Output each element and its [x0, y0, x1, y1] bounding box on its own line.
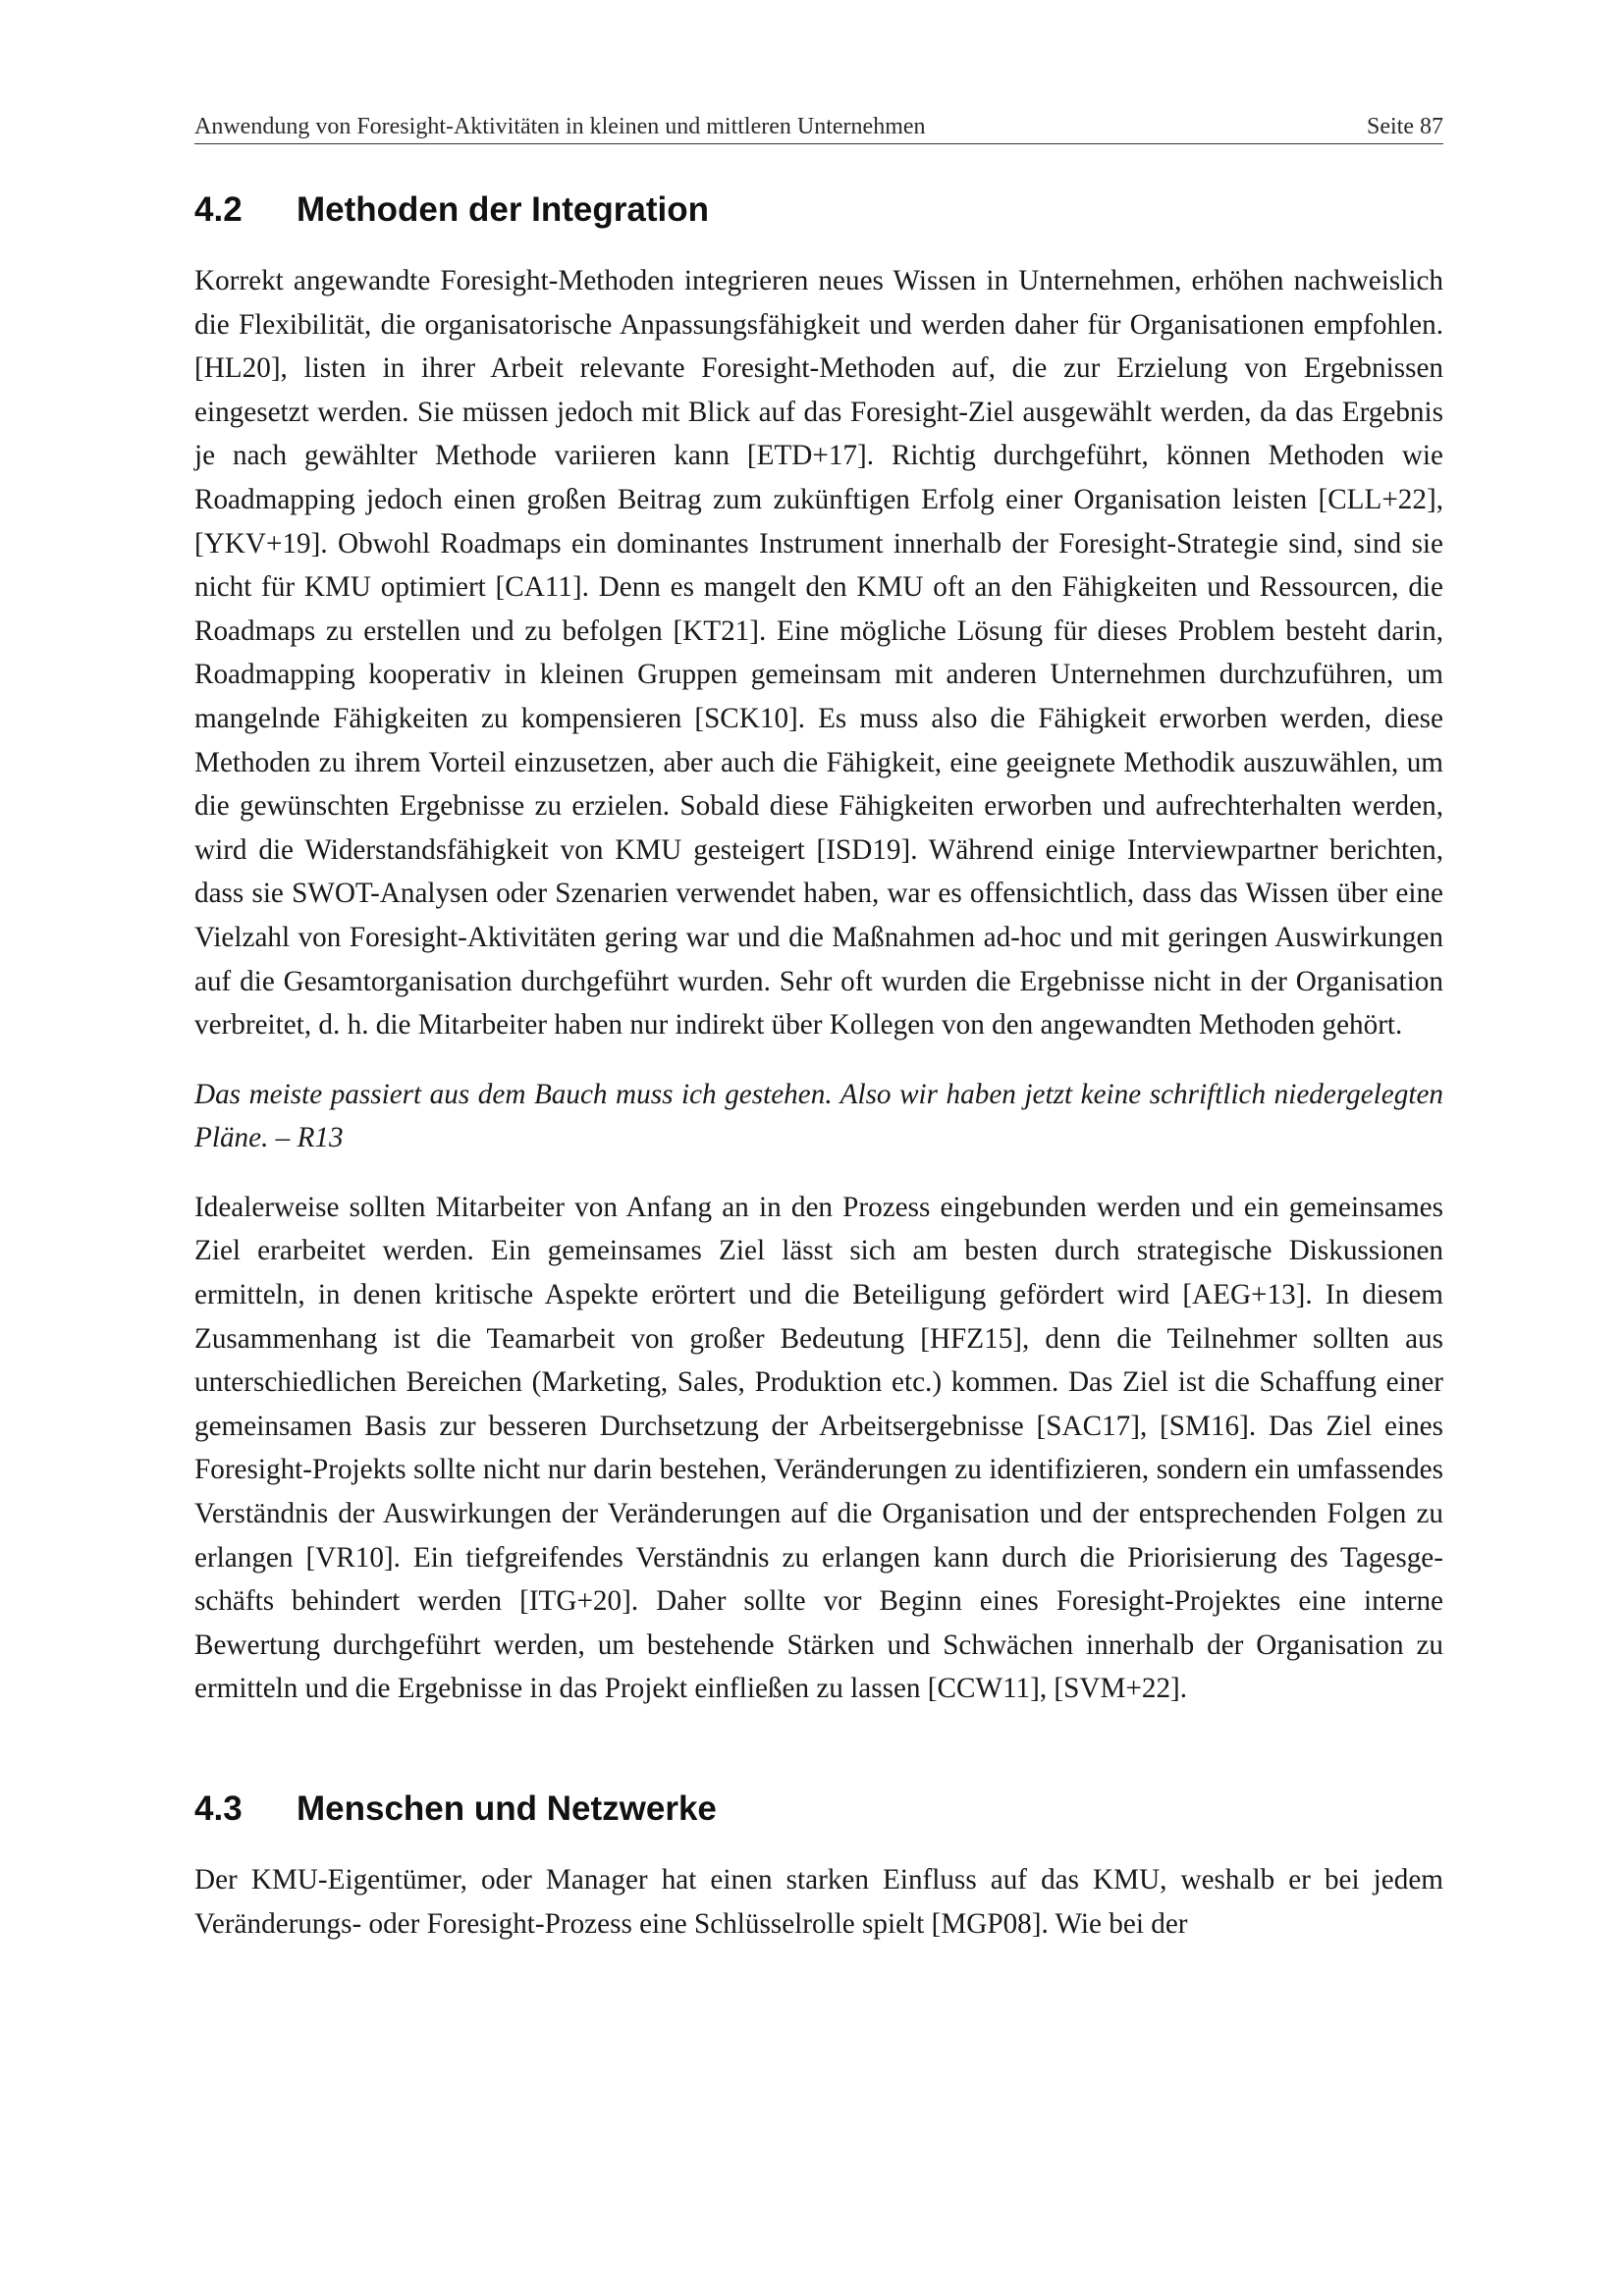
interview-quote: Das meiste passiert aus dem Bauch muss ich gestehen. Also wir haben jetzt keine schriftlich niedergelegten Pläne. – R13	[194, 1078, 1443, 1154]
section-title: Methoden der Integration	[297, 190, 709, 229]
running-title: Anwendung von Foresight-Aktivitäten in kleinen und mittleren Unternehmen	[194, 114, 926, 139]
body-paragraph: Idealerweise sollten Mitarbeiter von Anfang an in den Prozess eingebunden werden und ein gemeinsames Ziel erarbeitet werden. Ein gemeinsames Ziel lässt sich am besten durch strategische Diskussionen ermitteln, in denen kritische Aspekte erörtert und die Beteiligung gefördert wird [AEG+13]. In diesem Zusammenhang ist die Teamarbeit von großer Bedeutung [HFZ15], denn die Teilnehmer sollten aus unterschiedlichen Bereichen (Marketing, Sales, Produktion etc.) kommen. Das Ziel ist die Schaffung einer gemeinsamen Basis zur besseren Durchsetzung der Arbeitsergebnisse [SAC17], [SM16]. Das Ziel eines Foresight-Projekts sollte nicht nur darin bestehen, Veränderungen zu identifizieren, sondern ein umfassendes Verständnis der Auswirkungen der Veränderungen auf die Organisation und der entsprechenden Folgen zu erlangen [VR10]. Ein tiefgreifendes Verständnis zu erlangen kann durch die Priorisierung des Tagesgeschäfts behindert werden [ITG+20]. Daher sollte vor Beginn eines Foresight-Projektes eine interne Bewertung durchgeführt werden, um bestehende Stärken und Schwächen innerhalb der Organisation zu ermitteln und die Ergebnisse in das Projekt einfließen zu lassen [CCW11], [SVM+22].	[194, 1191, 1443, 1705]
section-title: Menschen und Netzwerke	[297, 1789, 717, 1828]
page-number: Seite 87	[1367, 114, 1443, 139]
section-heading-4-3	[194, 1788, 1443, 1831]
page-content	[194, 188, 1443, 1946]
section-number: 4.3	[194, 1789, 243, 1828]
body-paragraph: Der KMU-Eigentümer, oder Manager hat einen starken Einfluss auf das KMU, weshalb er bei jedem Veränderungs- oder Foresight-Prozess eine Schlüsselrolle spielt [MGP08]. Wie bei der	[194, 1864, 1443, 1940]
page-header	[194, 108, 1443, 144]
section-number: 4.2	[194, 190, 243, 229]
body-paragraph: Korrekt angewandte Foresight-Methoden integrieren neues Wissen in Unternehmen, erhöhen nachweislich die Flexibilität, die organisatorische Anpassungsfähigkeit und werden daher für Organisationen empfohlen. [HL20], listen in ihrer Arbeit relevante Foresight-Methoden auf, die zur Erzielung von Ergebnissen eingesetzt werden. Sie müssen jedoch mit Blick auf das Foresight-Ziel ausgewählt werden, da das Ergebnis je nach gewählter Methode variieren kann [ETD+17]. Richtig durchgeführt, können Methoden wie Roadmapping jedoch einen großen Beitrag zum zukünftigen Erfolg einer Organisation leisten [CLL+22], [YKV+19]. Obwohl Roadmaps ein dominantes Instrument innerhalb der Foresight-Strategie sind, sind sie nicht für KMU optimiert [CA11]. Denn es mangelt den KMU oft an den Fähigkeiten und Ressourcen, die Roadmaps zu erstellen und zu befolgen [KT21]. Eine mögliche Lösung für dieses Problem besteht darin, Roadmapping kooperativ in kleinen Gruppen gemeinsam mit anderen Unternehmen durchzuführen, um mangelnde Fähigkeiten zu kompensieren [SCK10]. Es muss also die Fähigkeit erworben werden, diese Methoden zu ihrem Vorteil einzusetzen, aber auch die Fähigkeit, eine geeignete Methodik auszuwählen, um die gewünschten Ergebnisse zu erzielen. Sobald diese Fähigkeiten erworben und aufrechterhalten werden, wird die Widerstandsfähigkeit von KMU gesteigert [ISD19]. Während einige Interviewpartner berichten, dass sie SWOT-Analysen oder Szenarien verwendet haben, war es offensichtlich, dass das Wissen über eine Vielzahl von Foresight-Aktivitäten gering war und die Maßnahmen ad-hoc und mit geringen Auswirkungen auf die Gesamtorganisation durchgeführt wurden. Sehr oft wurden die Ergebnisse nicht in der Organisation verbreitet, d. h. die Mitarbeiter haben nur indirekt über Kollegen von den angewandten Methoden gehört.	[194, 265, 1443, 1041]
section-heading-4-2	[194, 188, 1443, 232]
